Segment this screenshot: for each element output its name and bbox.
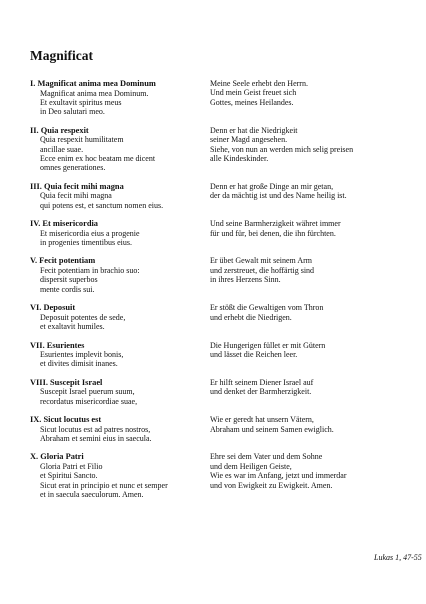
- section: [30, 341, 400, 369]
- latin-line: Esurientes implevit bonis,: [40, 350, 124, 359]
- latin-line: Deposuit potentes de sede,: [40, 312, 126, 322]
- latin-column: [30, 425, 210, 444]
- section: [30, 79, 400, 117]
- latin-line: in Deo salutari meo.: [40, 107, 105, 117]
- german-column: [210, 219, 400, 248]
- german-line: Ehre sei dem Vater und dem Sohne: [210, 452, 323, 462]
- section: [30, 415, 400, 443]
- german-line: der da mächtig ist und des Name heilig ist.: [210, 191, 347, 201]
- section: [30, 452, 400, 499]
- section-heading: IX. Sicut locutus est: [30, 415, 102, 425]
- latin-line: recordatus misericordiae suae,: [40, 396, 138, 406]
- german-line: in ihres Herzens Sinn.: [210, 275, 281, 285]
- latin-line: Et misericordia eius a progenie: [40, 228, 140, 238]
- latin-column: [30, 191, 210, 210]
- german-column: [210, 256, 400, 294]
- german-line: und erhebt die Niedrigen.: [210, 312, 292, 322]
- latin-column: [30, 462, 210, 500]
- section-heading: IV. Et misericordia: [30, 219, 98, 229]
- german-line: Wie es war im Anfang, jetzt und immerdar: [210, 471, 347, 481]
- german-line: Siehe, von nun an werden mich selig preisen: [210, 144, 354, 154]
- section: [30, 378, 400, 406]
- section: [30, 256, 400, 294]
- german-column: [210, 340, 400, 369]
- german-line: Denn er hat große Dinge an mir getan,: [210, 181, 334, 191]
- german-line: Wie er geredt hat unsern Vätern,: [210, 415, 314, 425]
- section: [30, 303, 400, 331]
- latin-line: Gloria Patri et Filio: [40, 461, 103, 471]
- german-line: Und mein Geist freuet sich: [210, 88, 297, 98]
- latin-column: [30, 266, 210, 294]
- latin-line: Quia fecit mihi magna: [40, 191, 112, 201]
- latin-line: et divites dimisit inanes.: [40, 359, 118, 369]
- section: [30, 182, 400, 210]
- german-column: [210, 125, 400, 173]
- german-line: Meine Seele erhebt den Herrn.: [210, 79, 308, 88]
- german-column: [210, 303, 400, 332]
- german-line: Er stößt die Gewaltigen vom Thron: [210, 303, 324, 313]
- latin-line: mente cordis sui.: [40, 284, 95, 294]
- german-line: und von Ewigkeit zu Ewigkeit. Amen.: [210, 480, 333, 490]
- latin-column: [30, 229, 210, 248]
- german-line: Gottes, meines Heilandes.: [210, 97, 294, 107]
- latin-column: [30, 313, 210, 332]
- section-heading: III. Quia fecit mihi magna: [30, 181, 124, 191]
- latin-line: et Spiritui Sancto.: [40, 471, 98, 481]
- section-heading: II. Quia respexit: [30, 125, 89, 135]
- section-heading: X. Gloria Patri: [30, 452, 84, 462]
- section: [30, 126, 400, 173]
- latin-line: Magnificat anima mea Dominum.: [40, 88, 149, 98]
- latin-line: et in saecula saeculorum. Amen.: [40, 490, 144, 500]
- latin-line: Et exultavit spiritus meus: [40, 97, 122, 107]
- page-title: Magnificat: [30, 48, 93, 63]
- section: [30, 219, 400, 247]
- section-heading: VI. Deposuit: [30, 303, 76, 313]
- latin-column: [30, 387, 210, 406]
- german-line: Denn er hat die Niedrigkeit: [210, 125, 298, 135]
- latin-line: omnes generationes.: [40, 163, 106, 173]
- latin-line: dispersit superbos: [40, 275, 98, 285]
- german-line: für und für, bei denen, die ihn fürchten.: [210, 228, 336, 238]
- latin-line: ancillae suae.: [40, 144, 84, 154]
- latin-line: Quia respexit humilitatem: [40, 135, 124, 145]
- section-heading: VIII. Suscepit Israel: [30, 377, 103, 387]
- german-line: seiner Magd angesehen.: [210, 135, 288, 145]
- german-line: Die Hungerigen füllet er mit Gütern: [210, 340, 326, 350]
- german-line: und denket der Barmherzigkeit.: [210, 387, 312, 397]
- german-column: [210, 79, 400, 117]
- german-line: Abraham und seinem Samen ewiglich.: [210, 424, 334, 434]
- section-heading: I. Magnificat anima mea Dominum: [30, 79, 156, 88]
- german-line: Er übet Gewalt mit seinem Arm: [210, 256, 312, 266]
- german-column: [210, 181, 400, 210]
- german-column: [210, 415, 400, 444]
- section-heading: V. Fecit potentiam: [30, 256, 96, 266]
- citation: Lukas 1, 47-55: [374, 553, 422, 562]
- latin-line: Ecce enim ex hoc beatam me dicent: [40, 154, 156, 164]
- latin-column: [30, 350, 210, 369]
- german-column: [210, 452, 400, 500]
- latin-column: [30, 135, 210, 173]
- german-line: Und seine Barmherzigkeit währet immer: [210, 219, 341, 229]
- german-line: Er hilft seinem Diener Israel auf: [210, 377, 314, 387]
- section-heading: VII. Esurientes: [30, 340, 85, 350]
- german-line: und zerstreuet, die hoffärtig sind: [210, 265, 315, 275]
- latin-line: in progenies timentibus eius.: [40, 238, 132, 248]
- latin-column: [30, 89, 210, 117]
- latin-line: Sicut erat in principio et nunc et semper: [40, 480, 168, 490]
- german-line: alle Kindeskinder.: [210, 153, 269, 163]
- latin-line: et exaltavit humiles.: [40, 322, 105, 332]
- sections-container: [30, 79, 400, 509]
- german-column: [210, 377, 400, 406]
- latin-line: qui potens est, et sanctum nomen eius.: [40, 200, 164, 210]
- german-line: und lässet die Reichen leer.: [210, 349, 298, 359]
- german-line: und dem Heiligen Geiste,: [210, 461, 292, 471]
- latin-line: Abraham et semini eius in saecula.: [40, 434, 152, 444]
- latin-line: Fecit potentiam in brachio suo:: [40, 265, 140, 275]
- latin-line: Suscepit Israel puerum suum,: [40, 387, 135, 397]
- latin-line: Sicut locutus est ad patres nostros,: [40, 424, 151, 434]
